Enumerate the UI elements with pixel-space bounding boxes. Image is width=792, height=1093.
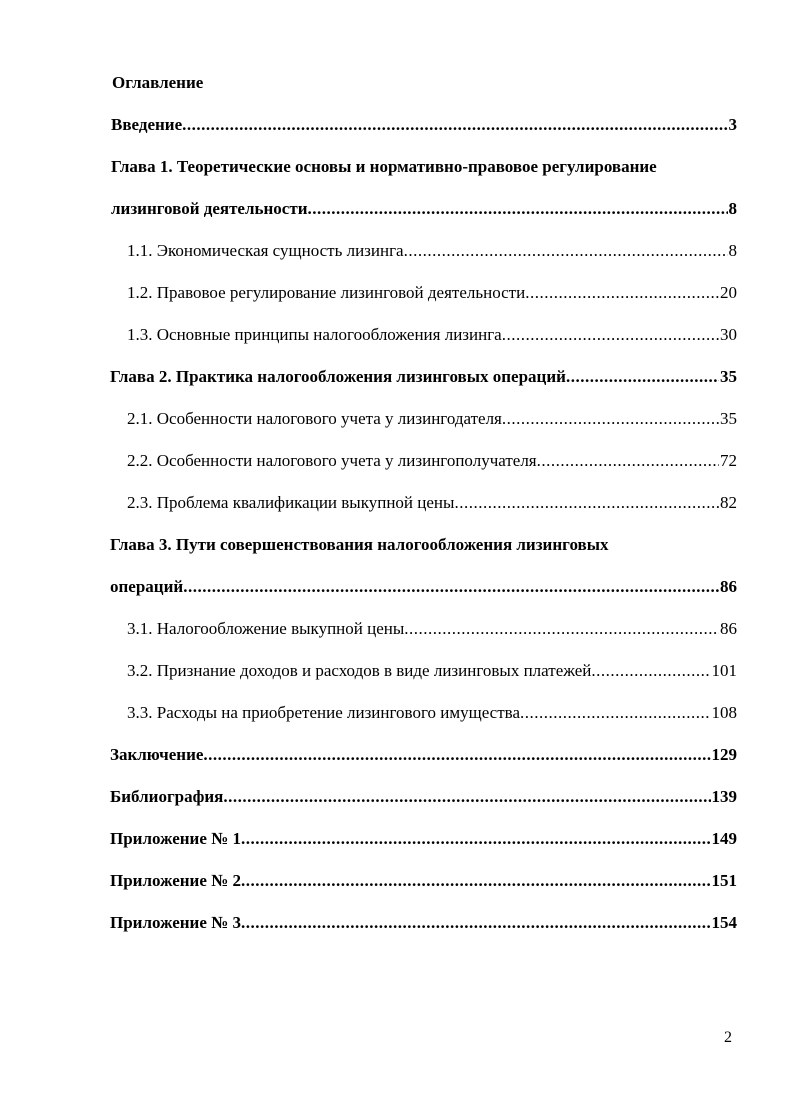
toc-entry-page: 3: [728, 115, 737, 134]
toc-entry-section-1-1[interactable]: [127, 240, 737, 262]
toc-entry-chapter1[interactable]: [111, 198, 737, 220]
toc-entry-title: Глава 2. Практика налогообложения лизинговых операций: [110, 367, 566, 386]
toc-entry-section-2-2[interactable]: [127, 450, 737, 472]
toc-entry-page: 129: [711, 745, 737, 764]
toc-leader-dots: [241, 870, 711, 892]
toc-entry-appendix-3[interactable]: [110, 912, 737, 934]
toc-leader-dots: [454, 492, 719, 514]
toc-entry-page: 139: [711, 787, 737, 806]
toc-entry-appendix-1[interactable]: [110, 828, 737, 850]
toc-leader-dots: [502, 324, 719, 346]
toc-entry-title: операций: [110, 577, 184, 596]
toc-entry-section-1-3[interactable]: [127, 324, 737, 346]
toc-leader-dots: [183, 576, 719, 598]
toc-entry-title: 3.2. Признание доходов и расходов в виде лизинговых платежей: [127, 661, 592, 680]
toc-entry-title: 2.1. Особенности налогового учета у лизингодателя: [127, 409, 502, 428]
toc-leader-dots: [520, 702, 711, 724]
toc-entry-title: Глава 3. Пути совершенствования налогообложения лизинговых: [110, 535, 609, 554]
toc-entry-section-3-1[interactable]: [127, 618, 737, 640]
toc-leader-dots: [241, 828, 711, 850]
toc-entry-title: 1.2. Правовое регулирование лизинговой деятельности: [127, 283, 526, 302]
toc-leader-dots: [404, 618, 719, 640]
toc-leader-dots: [203, 744, 710, 766]
toc-entry-page: 154: [711, 913, 737, 932]
toc-leader-dots: [223, 786, 710, 808]
toc-entry-page: 86: [720, 577, 737, 596]
toc-entry-title: 1.3. Основные принципы налогообложения лизинга: [127, 325, 502, 344]
toc-leader-dots: [537, 450, 719, 472]
toc-entry-title: 2.2. Особенности налогового учета у лизингополучателя: [127, 451, 537, 470]
toc-entry-title: 3.1. Налогообложение выкупной цены: [127, 619, 405, 638]
toc-entry-page: 20: [720, 283, 737, 302]
toc-entry-page: 101: [711, 661, 737, 680]
toc-entry-introduction[interactable]: [111, 114, 737, 136]
toc-entry-section-2-3[interactable]: [127, 492, 737, 514]
toc-entry-page: 151: [711, 871, 737, 890]
toc-entry-title: Введение: [111, 115, 183, 134]
toc-entry-page: 8: [728, 199, 737, 218]
toc-leader-dots: [591, 660, 710, 682]
toc-entry-conclusion[interactable]: [110, 744, 737, 766]
toc-entry-title: Библиография: [110, 787, 224, 806]
page-number: 2: [724, 1029, 732, 1046]
toc-entry-page: 149: [711, 829, 737, 848]
toc-entry-page: 30: [720, 325, 737, 344]
toc-leader-dots: [182, 114, 727, 136]
toc-entry-chapter2[interactable]: [110, 366, 737, 388]
toc-entry-page: 35: [720, 409, 737, 428]
toc-leader-dots: [502, 408, 719, 430]
toc-entry-page: 82: [720, 493, 737, 512]
toc-chapter3-title-line1[interactable]: [110, 534, 737, 556]
toc-entry-section-3-3[interactable]: [127, 702, 737, 724]
toc-heading: Оглавление: [112, 73, 204, 92]
toc-entry-title: Глава 1. Теоретические основы и нормативно-правовое регулирование: [111, 157, 657, 176]
toc-entry-appendix-2[interactable]: [110, 870, 737, 892]
toc-leader-dots: [404, 240, 728, 262]
toc-entry-section-3-2[interactable]: [127, 660, 737, 682]
toc-entry-bibliography[interactable]: [110, 786, 737, 808]
toc-entry-section-1-2[interactable]: [127, 282, 737, 304]
toc-entry-page: 72: [720, 451, 737, 470]
toc-chapter1-title-line1[interactable]: [111, 156, 737, 178]
toc-entry-title: 3.3. Расходы на приобретение лизингового имущества: [127, 703, 520, 722]
toc-entry-page: 108: [711, 703, 737, 722]
toc-entry-title: 2.3. Проблема квалификации выкупной цены: [127, 493, 455, 512]
toc-leader-dots: [241, 912, 711, 934]
toc-entry-chapter3[interactable]: [110, 576, 737, 598]
toc-entry-title: Заключение: [110, 745, 204, 764]
toc-entry-title: Приложение № 3: [110, 913, 241, 932]
toc-entry-page: 86: [720, 619, 737, 638]
toc-entry-title: лизинговой деятельности: [111, 199, 308, 218]
toc-entry-title: Приложение № 2: [110, 871, 241, 890]
toc-leader-dots: [566, 366, 719, 388]
toc-entry-page: 8: [728, 241, 737, 260]
toc-entry-title: Приложение № 1: [110, 829, 241, 848]
toc-leader-dots: [525, 282, 719, 304]
toc-entry-section-2-1[interactable]: [127, 408, 737, 430]
toc-entry-title: 1.1. Экономическая сущность лизинга: [127, 241, 404, 260]
toc-entry-page: 35: [720, 367, 737, 386]
toc-leader-dots: [308, 198, 728, 220]
